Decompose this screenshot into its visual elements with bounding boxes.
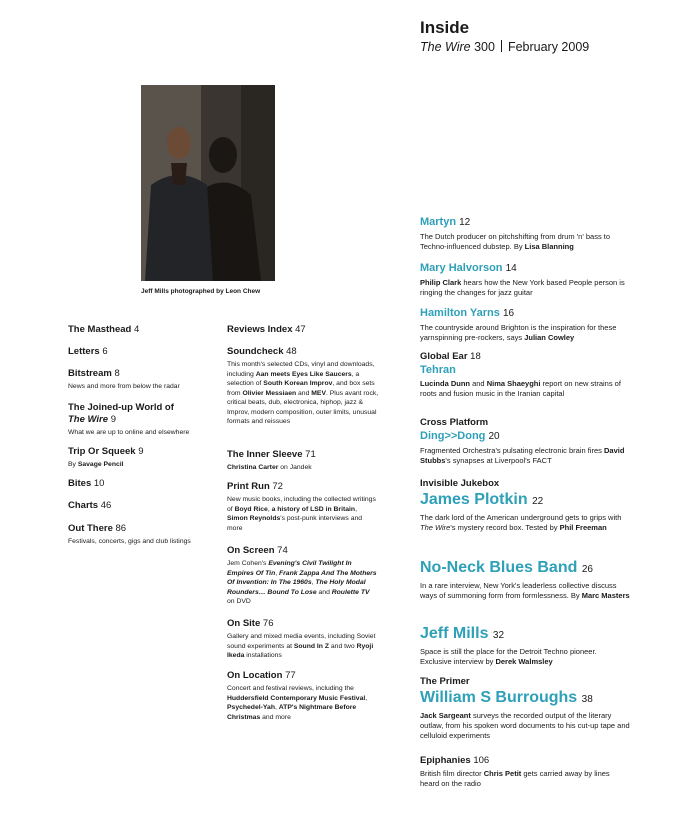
entry-title-italic: The Wire: [68, 414, 109, 425]
page-number: 22: [532, 496, 544, 507]
entry-desc: Gallery and mixed media events, including Soviet sound experiments at Sound In Z and two Ryoji Ikeda installations: [227, 633, 376, 659]
toc-no-neck-blues-band[interactable]: [420, 558, 630, 601]
entry-desc: Fragmented Orchestra's pulsating electronic brain fires David Stubbs's synapses at Liverpool's FACT: [420, 446, 625, 466]
entry-title: Jeff Mills: [420, 625, 489, 642]
magazine-name: The Wire: [420, 40, 471, 54]
toc-global-ear[interactable]: [420, 351, 630, 399]
entry-desc: This month's selected CDs, vinyl and downloads, including Aan meets Eyes Like Saucers, a selection of South Korean Improv, and box sets from Olivier Messiaen and MEV. Plus avant rock, critical beats, dub, electronica, hiphop, jazz & Improv, modern composition, outer limits, unusual formats and reissues: [227, 361, 379, 425]
entry-title: Letters: [68, 346, 100, 357]
toc-out-there[interactable]: [68, 523, 218, 547]
toc-mary-halvorson[interactable]: [420, 261, 630, 298]
entry-desc: British film director Chris Petit gets carried away by lines heard on the radio: [420, 769, 610, 789]
page-number: 6: [102, 346, 108, 357]
toc-on-location[interactable]: [227, 670, 379, 722]
toc-epiphanies[interactable]: [420, 755, 630, 789]
entry-title: Hamilton Yarns: [420, 307, 500, 319]
toc-the-primer[interactable]: [420, 676, 632, 742]
page-number: 12: [459, 217, 471, 228]
page-number: 76: [262, 618, 274, 629]
page-number: 46: [100, 500, 112, 511]
entry-desc: The Dutch producer on pitchshifting from drum 'n' bass to Techno-influenced dubstep. By Lisa Blanning: [420, 232, 611, 252]
entry-desc: Jack Sargeant surveys the recorded output of the literary outlaw, from his spoken word documents to his cut-up tape and celluloid experiments: [420, 711, 630, 741]
page-number: 14: [505, 263, 517, 274]
entry-desc: Space is still the place for the Detroit Techno pioneer. Exclusive interview by Derek Walmsley: [420, 647, 597, 667]
toc-on-screen[interactable]: [227, 545, 377, 607]
page-number: 77: [285, 670, 296, 681]
page-number: 74: [277, 545, 288, 556]
entry-title: Print Run: [227, 481, 270, 492]
issue-line: [420, 40, 589, 54]
portrait-illustration: [141, 85, 275, 281]
toc-masthead[interactable]: [68, 324, 139, 336]
entry-desc: What we are up to online and elsewhere: [68, 429, 190, 436]
entry-desc: By Savage Pencil: [68, 461, 124, 468]
page-number: 48: [286, 346, 297, 357]
entry-desc: New music books, including the collected writings of Boyd Rice, a history of LSD in Britain, Simon Reynolds's post-punk interviews and more: [227, 496, 376, 532]
entry-desc: Concert and festival reviews, including the Huddersfield Contemporary Music Festival, Psychedel-Yah, ATP's Nightmare Before Christmas and more: [227, 685, 368, 721]
entry-title: James Plotkin: [420, 491, 528, 508]
page-number: 106: [473, 755, 490, 766]
page-number: 72: [272, 481, 283, 492]
entry-title: The Inner Sleeve: [227, 449, 303, 460]
entry-title: Mary Halvorson: [420, 262, 503, 274]
toc-soundcheck[interactable]: [227, 346, 382, 427]
toc-charts[interactable]: [68, 500, 111, 512]
entry-title: On Screen: [227, 545, 275, 556]
entry-desc: News and more from below the radar: [68, 383, 180, 390]
page-number: 20: [488, 431, 500, 442]
toc-inner-sleeve[interactable]: [227, 449, 382, 473]
entry-title: Out There: [68, 523, 113, 534]
page-number: 16: [502, 308, 515, 319]
entry-title: Tehran: [420, 364, 456, 376]
cover-photo: [141, 85, 275, 281]
page-number: 47: [295, 324, 306, 335]
toc-hamilton-yarns[interactable]: [420, 306, 630, 343]
entry-title: Soundcheck: [227, 346, 284, 357]
photo-caption: Jeff Mills photographed by Leon Chew: [141, 288, 261, 295]
entry-title: Bites: [68, 478, 92, 489]
section-label: Invisible Jukebox: [420, 478, 500, 489]
toc-bitstream[interactable]: [68, 368, 180, 392]
toc-joined-up-world[interactable]: [68, 402, 189, 438]
entry-desc: In a rare interview, New York's leaderless collective discuss ways of summoning form from formlessness. By Marc Masters: [420, 581, 630, 601]
page-number: 10: [93, 478, 105, 489]
entry-desc: Jem Cohen's Evening's Civil Twilight In Empires Of Tin, Frank Zappa And The Mothers Of Invention: In The 1960s, The Holy Modal Rounders… Bound To Lose and Roulette TV on DVD: [227, 560, 377, 605]
entry-title: No-Neck Blues Band: [420, 559, 578, 576]
entry-title: Reviews Index: [227, 324, 293, 335]
entry-title: Martyn: [420, 216, 457, 228]
entry-desc: Christina Carter on Jandek: [227, 464, 312, 471]
page-number: 86: [115, 523, 127, 534]
entry-title: Bitstream: [68, 368, 112, 379]
entry-desc: Lucinda Dunn and Nima Shaeyghi report on new strains of roots and fusion music in the Iranian capital: [420, 379, 621, 399]
entry-title: Trip Or Squeek: [68, 446, 136, 457]
entry-title: Ding>>Dong: [420, 430, 486, 442]
toc-martyn[interactable]: [420, 215, 630, 252]
toc-reviews-index[interactable]: [227, 324, 306, 336]
entry-title: Epiphanies: [420, 755, 471, 766]
section-label: Cross Platform: [420, 417, 489, 428]
toc-on-site[interactable]: [227, 618, 382, 661]
entry-title: The Joined-up World of: [68, 402, 174, 413]
toc-trip-or-squeek[interactable]: [68, 446, 144, 470]
page-number: 9: [110, 414, 116, 425]
entry-title: On Site: [227, 618, 261, 629]
page-number: 8: [114, 368, 120, 379]
toc-jeff-mills[interactable]: [420, 624, 630, 667]
page-number: 71: [305, 449, 316, 460]
toc-bites[interactable]: [68, 478, 104, 490]
page-number: 4: [134, 324, 140, 335]
toc-print-run[interactable]: [227, 481, 379, 533]
entry-title: The Masthead: [68, 324, 132, 335]
toc-letters[interactable]: [68, 346, 108, 358]
toc-cross-platform[interactable]: [420, 417, 630, 466]
entry-title: On Location: [227, 670, 283, 681]
issue-number: 300: [474, 40, 495, 54]
toc-invisible-jukebox[interactable]: [420, 478, 630, 533]
section-label: Global Ear: [420, 351, 468, 362]
entry-desc: The countryside around Brighton is the inspiration for these yarnspinning pre-rockers, says Julian Cowley: [420, 323, 617, 343]
page-number: 18: [470, 351, 481, 362]
page-number: 26: [581, 564, 593, 575]
issue-date: February 2009: [507, 40, 590, 54]
entry-desc: Festivals, concerts, gigs and club listings: [68, 538, 191, 545]
entry-desc: Philip Clark hears how the New York based People person is ringing the changes for jazz guitar: [420, 278, 625, 298]
page-number: 9: [138, 446, 144, 457]
entry-title: William S Burroughs: [420, 689, 578, 706]
page-number: 32: [492, 630, 505, 641]
section-label: The Primer: [420, 676, 470, 687]
divider: [501, 40, 502, 52]
page-number: 38: [581, 694, 593, 705]
entry-desc: The dark lord of the American underground gets to grips with The Wire's mystery record box. Tested by Phil Freeman: [420, 513, 622, 533]
page-title: Inside: [420, 18, 470, 37]
entry-title: Charts: [68, 500, 99, 511]
